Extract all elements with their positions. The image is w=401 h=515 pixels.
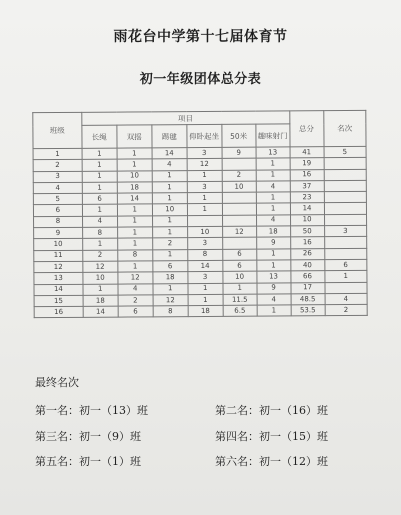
score-cell: 1 (187, 170, 222, 182)
score-cell: 1 (256, 260, 290, 272)
score-cell: 19 (290, 158, 324, 170)
score-cell: 37 (290, 181, 324, 193)
score-cell: 6 (223, 260, 257, 272)
score-cell: 1 (152, 181, 187, 193)
score-cell: 6 (153, 261, 188, 273)
class-cell: 4 (33, 182, 82, 194)
score-cell (187, 215, 222, 227)
score-cell: 4 (257, 294, 291, 306)
header-items-group: 项目 (82, 111, 290, 125)
class-cell: 5 (33, 194, 82, 206)
score-cell: 10 (83, 272, 118, 284)
class-cell: 16 (34, 306, 83, 318)
sheet-title: 初一年级团体总分表 (139, 72, 262, 87)
score-cell: 12 (153, 294, 188, 306)
score-cell (222, 237, 256, 249)
score-cell: 4 (256, 215, 290, 227)
class-cell: 13 (34, 273, 83, 285)
score-cell: 14 (83, 306, 118, 318)
score-cell: 1 (82, 205, 117, 217)
score-cell: 1 (82, 148, 117, 160)
class-cell: 11 (34, 250, 83, 262)
score-cell: 1 (187, 193, 222, 205)
score-cell: 1 (188, 283, 223, 295)
score-cell: 14 (290, 203, 324, 215)
score-cell: 12 (187, 159, 222, 171)
school-title: 雨花台中学第十七届体育节 (113, 29, 288, 45)
score-cell: 3 (187, 147, 222, 159)
score-cell: 13 (257, 271, 291, 283)
score-cell: 8 (82, 227, 117, 239)
score-cell: 18 (256, 226, 290, 238)
score-cell: 1 (152, 170, 187, 182)
score-cell: 5 (324, 146, 367, 158)
score-cell (222, 204, 256, 216)
score-cell: 2 (83, 250, 118, 262)
score-cell: 12 (118, 272, 153, 284)
score-cell: 14 (152, 148, 187, 160)
score-cell: 18 (188, 305, 223, 317)
score-cell: 18 (117, 182, 152, 194)
score-cell: 41 (290, 147, 324, 159)
score-cell: 1 (117, 227, 152, 239)
score-cell: 1 (82, 171, 117, 183)
score-cell (324, 214, 367, 226)
header-item: 仰卧起坐 (187, 124, 222, 147)
class-cell: 6 (33, 205, 82, 217)
score-cell (324, 180, 367, 192)
rank-1: 第一名：初一（13）班 (35, 404, 148, 417)
score-cell: 3 (324, 225, 367, 237)
score-cell: 1 (153, 283, 188, 295)
score-cell: 2 (222, 170, 256, 182)
class-cell: 1 (33, 148, 82, 160)
class-cell: 15 (34, 295, 83, 307)
score-cell: 1 (82, 238, 117, 250)
class-cell: 8 (34, 216, 83, 228)
score-cell: 1 (83, 284, 118, 296)
score-cell: 3 (188, 272, 223, 284)
score-cell: 2 (152, 238, 187, 250)
score-cell: 4 (118, 283, 153, 295)
score-cell: 14 (188, 260, 223, 272)
score-cell: 1 (152, 249, 187, 261)
score-cell: 1 (256, 192, 290, 204)
score-cell: 16 (290, 237, 324, 249)
score-cell: 1 (82, 182, 117, 194)
score-cell: 6 (222, 249, 256, 261)
score-cell: 1 (256, 169, 290, 181)
class-cell: 14 (34, 284, 83, 296)
score-cell: 10 (222, 181, 256, 193)
score-cell: 4 (82, 216, 117, 228)
score-cell (324, 169, 367, 181)
score-cell: 12 (222, 226, 256, 238)
header-item: 双摇 (117, 125, 152, 148)
score-cell (324, 158, 367, 170)
score-cell: 66 (291, 271, 325, 283)
score-cell: 1 (117, 216, 152, 228)
header-item: 长绳 (82, 125, 117, 148)
score-cell (324, 203, 367, 215)
score-cell: 4 (256, 181, 290, 193)
table-row (34, 304, 367, 318)
score-cell: 3 (187, 181, 222, 193)
score-cell (324, 248, 367, 260)
score-cell (325, 282, 368, 294)
table-body (33, 146, 367, 318)
score-cell: 1 (118, 261, 153, 273)
final-ranking-title: 最终名次 (35, 376, 79, 389)
score-cell (222, 192, 256, 204)
score-cell: 8 (187, 249, 222, 261)
class-cell: 3 (33, 171, 82, 183)
score-cell: 1 (117, 238, 152, 250)
score-cell: 1 (152, 227, 187, 239)
score-cell: 18 (153, 272, 188, 284)
score-cell: 4 (152, 159, 187, 171)
score-cell: 40 (290, 260, 324, 272)
score-cell: 6 (324, 259, 367, 271)
class-cell: 12 (34, 261, 83, 273)
rank-4: 第四名：初一（15）班 (215, 430, 328, 443)
score-cell: 2 (118, 295, 153, 307)
score-cell: 53.5 (291, 305, 325, 317)
score-cell: 4 (325, 293, 368, 305)
score-cell: 1 (256, 249, 290, 261)
header-class: 班级 (33, 112, 82, 148)
score-cell (324, 192, 367, 204)
score-cell (222, 215, 256, 227)
score-cell: 18 (83, 295, 118, 307)
score-cell: 1 (324, 271, 367, 283)
score-cell: 10 (290, 214, 324, 226)
score-cell: 10 (152, 204, 187, 216)
score-cell: 48.5 (291, 293, 325, 305)
score-cell: 6.5 (223, 305, 257, 317)
score-cell: 1 (152, 193, 187, 205)
class-cell: 2 (33, 160, 82, 172)
score-cell: 1 (117, 204, 152, 216)
score-cell: 1 (117, 148, 152, 160)
header-item: 踢毽 (152, 125, 187, 148)
score-cell: 1 (187, 204, 222, 216)
score-cell: 1 (256, 158, 290, 170)
score-cell: 1 (188, 294, 223, 306)
score-cell: 11.5 (223, 294, 257, 306)
score-cell: 10 (187, 226, 222, 238)
score-cell: 1 (223, 283, 257, 295)
rank-2: 第二名：初一（16）班 (215, 404, 328, 417)
header-item: 趣味射门 (255, 124, 289, 147)
score-cell: 9 (222, 147, 256, 159)
score-cell: 26 (290, 248, 324, 260)
score-cell: 9 (257, 282, 291, 294)
rank-6: 第六名：初一（12）班 (215, 455, 328, 468)
header-rank: 名次 (323, 110, 366, 146)
score-cell: 12 (83, 261, 118, 273)
score-cell: 8 (117, 250, 152, 262)
score-cell: 1 (256, 203, 290, 215)
score-cell: 10 (223, 271, 257, 283)
score-cell: 6 (118, 306, 153, 318)
score-cell: 17 (291, 282, 325, 294)
rank-5: 第五名：初一（1）班 (35, 455, 141, 468)
class-cell: 9 (34, 227, 83, 239)
score-cell: 6 (82, 193, 117, 205)
score-cell: 9 (256, 237, 290, 249)
score-table (32, 110, 367, 319)
score-cell: 23 (290, 192, 324, 204)
rank-3: 第三名：初一（9）班 (35, 430, 141, 443)
score-cell: 2 (325, 304, 368, 316)
score-cell: 1 (152, 215, 187, 227)
score-cell: 1 (257, 305, 291, 317)
score-cell: 1 (117, 159, 152, 171)
score-cell: 1 (82, 159, 117, 171)
score-cell: 10 (117, 170, 152, 182)
score-cell (222, 158, 256, 170)
class-cell: 10 (34, 239, 83, 251)
score-cell (324, 237, 367, 249)
score-cell: 13 (256, 147, 290, 159)
score-cell: 16 (290, 169, 324, 181)
score-cell: 3 (187, 238, 222, 250)
header-item: 50米 (222, 124, 256, 147)
score-cell: 50 (290, 226, 324, 238)
header-total: 总分 (289, 111, 323, 147)
score-cell: 8 (153, 306, 188, 318)
score-cell: 14 (117, 193, 152, 205)
